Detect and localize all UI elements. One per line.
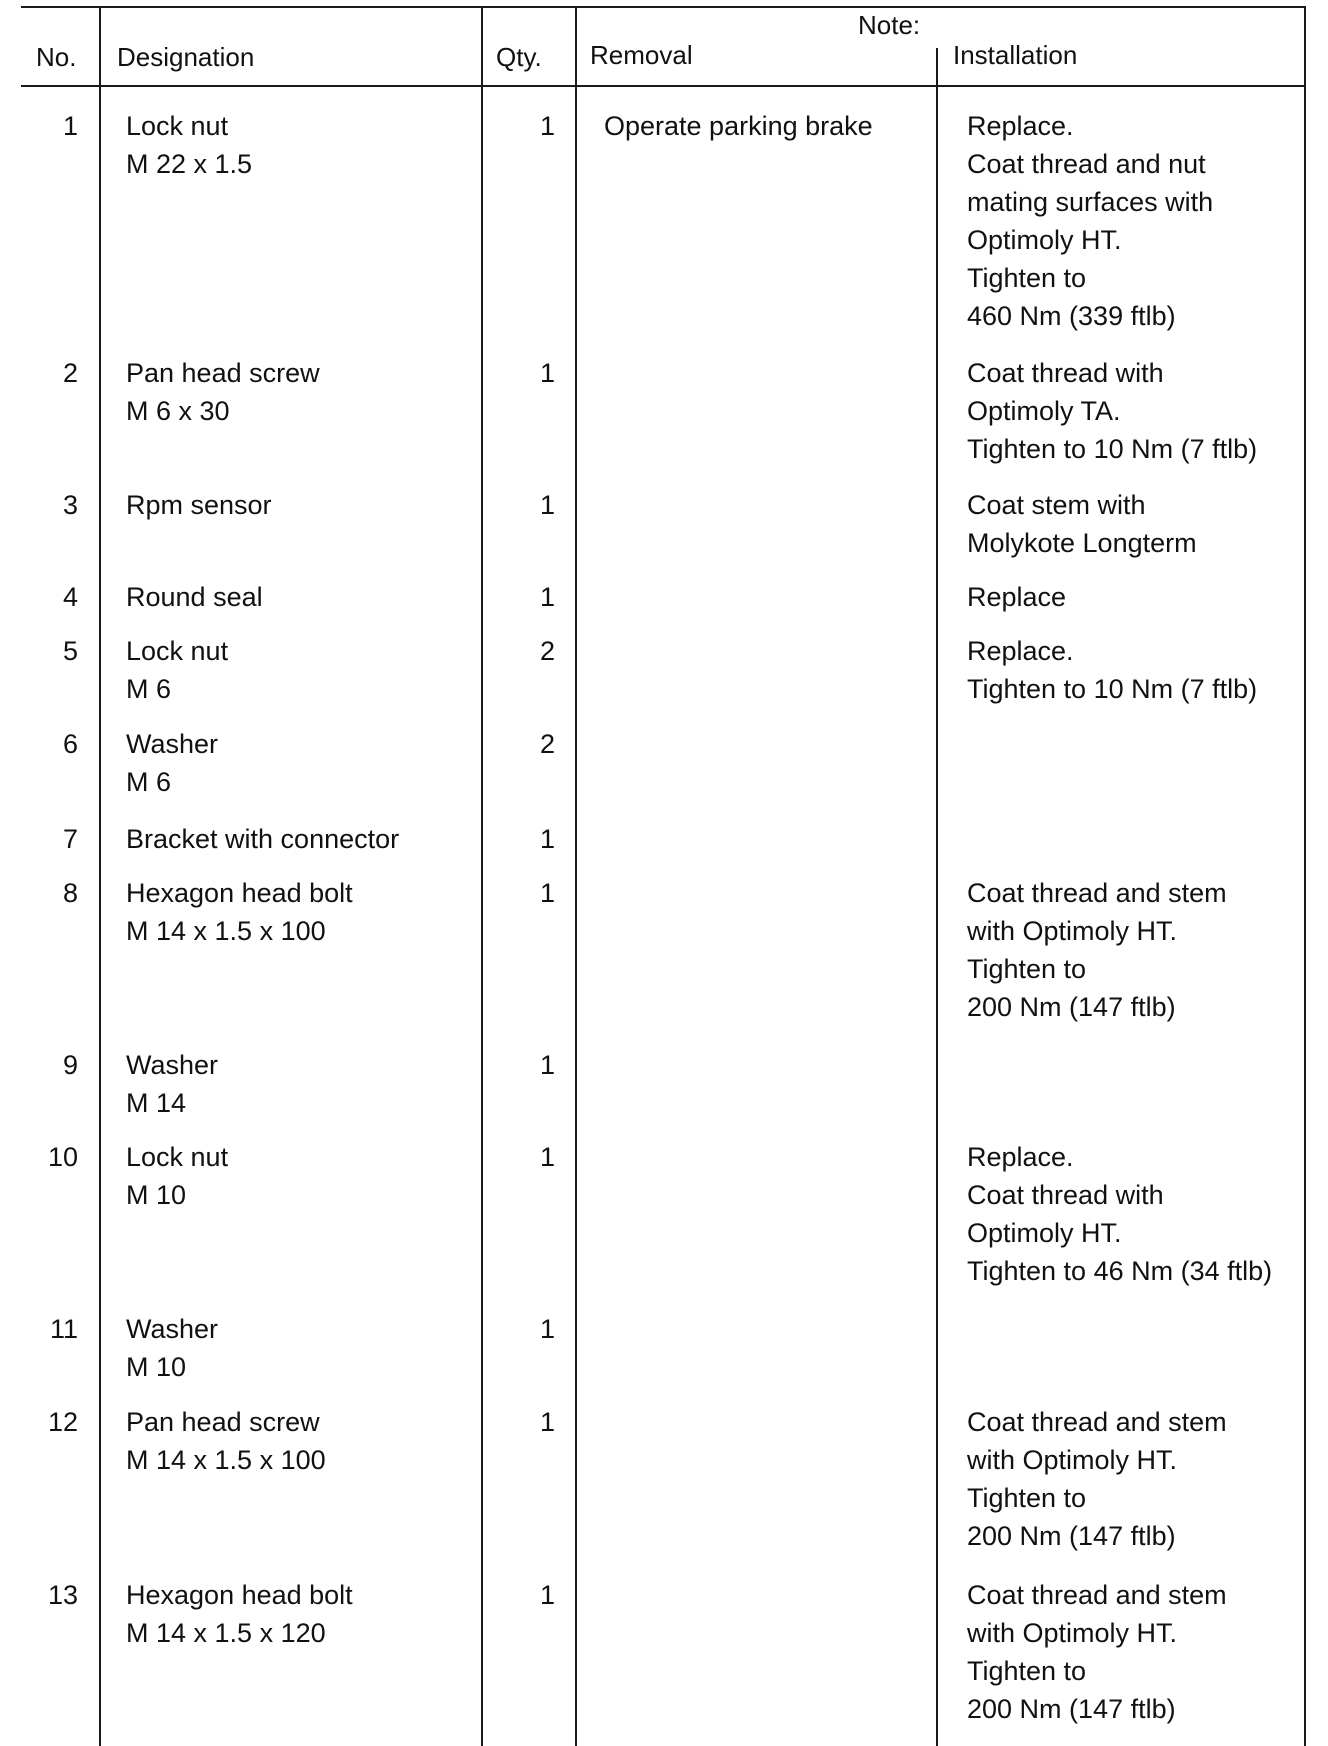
row-2-qty: 1 bbox=[539, 358, 555, 388]
row-7-no: 7 bbox=[62, 824, 78, 854]
column-divider-designation bbox=[481, 8, 483, 1746]
row-13-designation: Hexagon head bolt M 14 x 1.5 x 120 bbox=[126, 1580, 353, 1648]
row-3-no: 3 bbox=[62, 490, 78, 520]
row-3-installation: Coat stem with Molykote Longterm bbox=[967, 490, 1197, 558]
header-note: Note: bbox=[858, 10, 921, 40]
row-9-no: 9 bbox=[62, 1050, 78, 1080]
row-13-no: 13 bbox=[47, 1580, 78, 1610]
header-installation: Installation bbox=[953, 40, 1078, 70]
row-5-no: 5 bbox=[62, 636, 78, 666]
row-12-installation: Coat thread and stem with Optimoly HT. Tighten to 200 Nm (147 ftlb) bbox=[967, 1407, 1227, 1551]
row-12-designation: Pan head screw M 14 x 1.5 x 100 bbox=[126, 1407, 326, 1475]
column-divider-qty bbox=[575, 8, 577, 1746]
row-9-designation: Washer M 14 bbox=[126, 1050, 219, 1118]
row-8-installation: Coat thread and stem with Optimoly HT. Tighten to 200 Nm (147 ftlb) bbox=[967, 878, 1227, 1022]
row-11-qty: 1 bbox=[539, 1314, 555, 1344]
row-5-installation: Replace. Tighten to 10 Nm (7 ftlb) bbox=[967, 636, 1258, 704]
row-1-no: 1 bbox=[62, 111, 78, 141]
row-11-designation: Washer M 10 bbox=[126, 1314, 219, 1382]
row-8-no: 8 bbox=[62, 878, 78, 908]
row-4-designation: Round seal bbox=[126, 582, 263, 612]
table-top-rule bbox=[21, 6, 1306, 8]
row-13-installation: Coat thread and stem with Optimoly HT. Tighten to 200 Nm (147 ftlb) bbox=[967, 1580, 1227, 1724]
row-5-qty: 2 bbox=[539, 636, 555, 666]
row-8-designation: Hexagon head bolt M 14 x 1.5 x 100 bbox=[126, 878, 353, 946]
row-3-qty: 1 bbox=[539, 490, 555, 520]
row-12-qty: 1 bbox=[539, 1407, 555, 1437]
header-bottom-rule bbox=[21, 85, 1306, 87]
row-1-removal: Operate parking brake bbox=[604, 111, 873, 141]
row-2-designation: Pan head screw M 6 x 30 bbox=[126, 358, 320, 426]
row-6-qty: 2 bbox=[539, 729, 555, 759]
row-4-qty: 1 bbox=[539, 582, 555, 612]
row-1-qty: 1 bbox=[539, 111, 555, 141]
row-6-designation: Washer M 6 bbox=[126, 729, 219, 797]
row-10-designation: Lock nut M 10 bbox=[126, 1142, 229, 1210]
row-7-qty: 1 bbox=[539, 824, 555, 854]
table-right-border bbox=[1304, 8, 1306, 1746]
row-5-designation: Lock nut M 6 bbox=[126, 636, 229, 704]
row-10-no: 10 bbox=[47, 1142, 78, 1172]
row-6-no: 6 bbox=[62, 729, 78, 759]
header-removal: Removal bbox=[590, 40, 693, 70]
row-2-installation: Coat thread with Optimoly TA. Tighten to 10 Nm (7 ftlb) bbox=[967, 358, 1258, 464]
row-3-designation: Rpm sensor bbox=[126, 490, 272, 520]
row-7-designation: Bracket with connector bbox=[126, 824, 400, 854]
row-4-installation: Replace bbox=[967, 582, 1067, 612]
column-divider-removal bbox=[936, 48, 938, 1746]
row-13-qty: 1 bbox=[539, 1580, 555, 1610]
header-no: No. bbox=[36, 42, 77, 72]
row-1-installation: Replace. Coat thread and nut mating surfaces with Optimoly HT. Tighten to 460 Nm (339 ftlb) bbox=[967, 111, 1214, 331]
row-8-qty: 1 bbox=[539, 878, 555, 908]
row-12-no: 12 bbox=[47, 1407, 78, 1437]
column-divider-no bbox=[99, 8, 101, 1746]
row-11-no: 11 bbox=[49, 1314, 78, 1344]
header-designation: Designation bbox=[117, 42, 255, 72]
row-10-qty: 1 bbox=[539, 1142, 555, 1172]
row-9-qty: 1 bbox=[539, 1050, 555, 1080]
row-1-designation: Lock nut M 22 x 1.5 bbox=[126, 111, 253, 179]
row-4-no: 4 bbox=[62, 582, 78, 612]
row-2-no: 2 bbox=[62, 358, 78, 388]
row-10-installation: Replace. Coat thread with Optimoly HT. Tighten to 46 Nm (34 ftlb) bbox=[967, 1142, 1273, 1286]
header-qty: Qty. bbox=[496, 42, 542, 72]
